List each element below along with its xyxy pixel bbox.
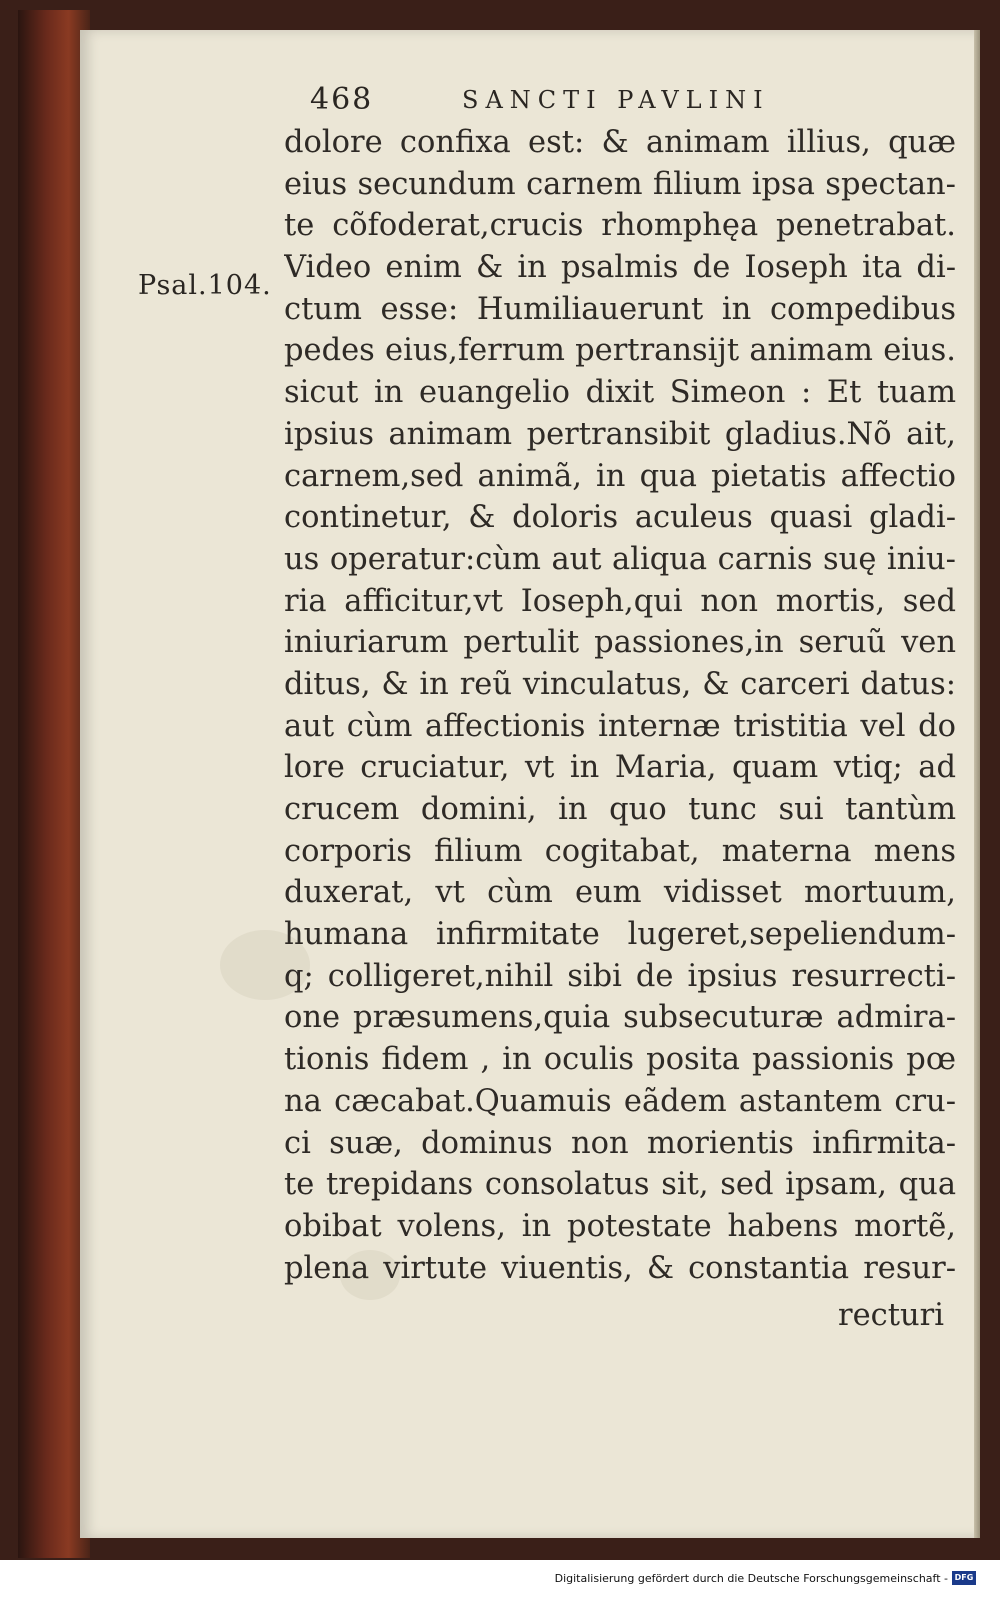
text-line: dolore confixa est: & animam illius, quæ [284,125,956,160]
body-text [284,122,956,1289]
text-line: us operatur:cùm aut aliqua carnis suę iniu- [284,541,956,577]
text-line: ditus, & in reũ vinculatus, & carceri datus: [284,666,956,702]
text-line: na cæcabat.Quamuis eãdem astantem cru- [284,1083,956,1119]
dfg-logo-icon: DFG [952,1571,976,1585]
page-edge [974,30,980,1538]
text-line: te cõfoderat,crucis rhomphęa penetrabat. [284,208,956,244]
text-line: ci suæ, dominus non morientis infirmita- [284,1125,956,1161]
text-line: humana infirmitate lugeret,sepeliendum- [284,917,956,953]
text-line: crucem domini, in quo tunc sui tantùm [284,792,956,827]
funding-credit: Digitalisierung gefördert durch die Deutsche Forschungsgemeinschaft - [554,1572,948,1585]
text-line: corporis filium cogitabat, materna mens [284,833,956,869]
page-number: 468 [310,82,374,117]
text-line: pedes eius,ferrum pertransijt animam eius. [284,333,956,369]
footer-bar [0,1560,1000,1598]
text-line: Video enim & in psalmis de Ioseph ita di- [284,250,956,286]
text-line: aut cùm affectionis internæ tristitia vel do [284,708,956,744]
text-line: carnem,sed animã, in qua pietatis affectio [284,458,956,494]
text-line: sicut in euangelio dixit Simeon : Et tuam [284,375,956,411]
text-line: te trepidans consolatus sit, sed ipsam, qua [284,1167,956,1203]
text-line: continetur, & doloris aculeus quasi gladi- [284,500,956,536]
text-line: duxerat, vt cùm eum vidisset mortuum, [284,875,956,911]
text-line: ria afficitur,vt Ioseph,qui non mortis, sed [284,583,956,619]
running-head-title: SANCTI PAVLINI [462,86,770,114]
running-head [310,82,880,122]
text-line: ipsius animam pertransibit gladius.Nõ ait, [284,416,956,452]
text-line: ctum esse: Humiliauerunt in compedibus [284,291,956,327]
marginal-note: Psal.104. [138,270,272,301]
text-line: lore cruciatur, vt in Maria, quam vtiq; ad [284,750,956,786]
text-line: one præsumens,quia subsecuturæ admira- [284,1000,956,1036]
catchword: recturi [838,1298,944,1333]
text-line: plena virtute viuentis, & constantia resur- [284,1250,956,1286]
book-page [80,30,980,1538]
text-line: tionis fidem , in oculis posita passionis pœ [284,1042,956,1078]
text-line: obibat volens, in potestate habens mortẽ, [284,1208,956,1244]
text-line: eius secundum carnem filium ipsa spectan- [284,166,956,202]
text-line: iniuriarum pertulit passiones,in seruũ ven [284,625,956,661]
text-line: q; colligeret,nihil sibi de ipsius resurrecti- [284,958,956,994]
